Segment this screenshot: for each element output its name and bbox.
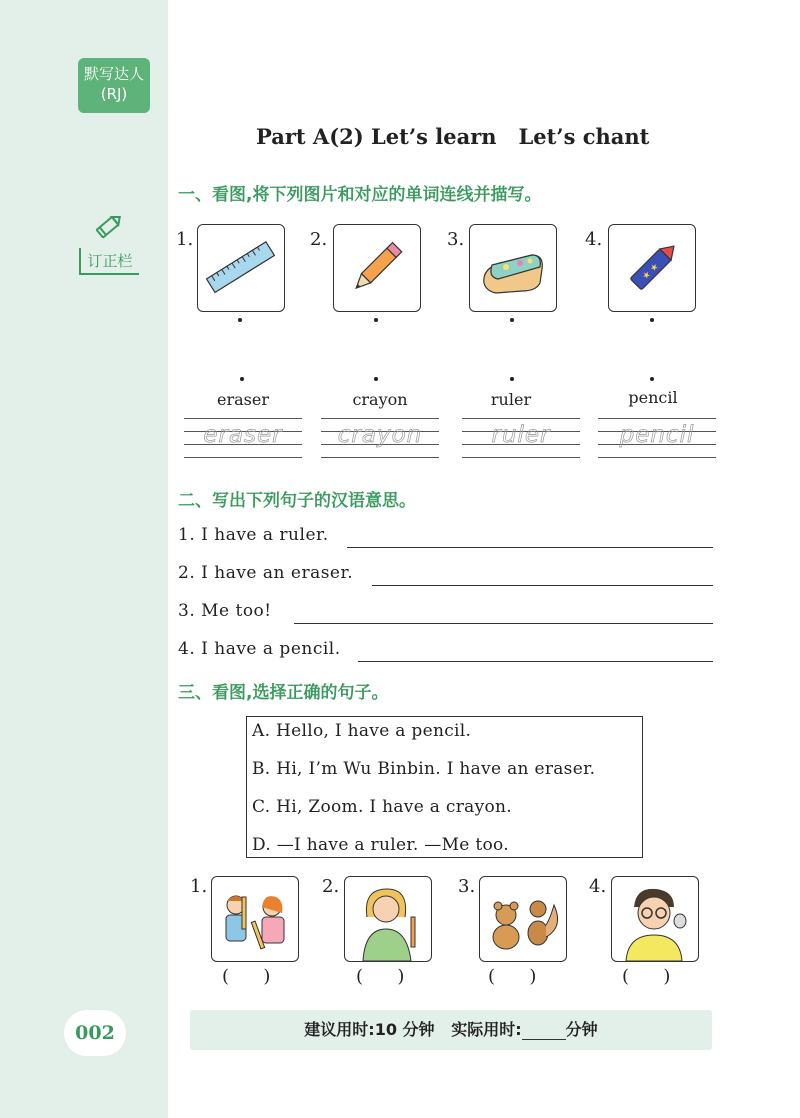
answer-line[interactable] — [358, 661, 713, 662]
pencil-icon — [334, 225, 420, 311]
match-dot[interactable] — [650, 318, 654, 322]
option-b: B. Hi, I’m Wu Binbin. I have an eraser. — [252, 759, 596, 779]
svg-text:★ ★: ★ ★ — [640, 261, 662, 283]
picture-number: 1. — [190, 876, 208, 897]
picture-number: 2. — [322, 876, 340, 897]
series-badge — [78, 58, 150, 113]
crayon-icon — [609, 225, 695, 311]
answer-parentheses[interactable]: ( ) — [622, 966, 671, 987]
picture-number: 4. — [585, 229, 603, 250]
traced-word: eraser — [203, 422, 283, 448]
eraser-icon — [470, 225, 556, 311]
section3-heading: 三、看图,选择正确的句子。 — [178, 683, 389, 703]
word-label: eraser — [217, 390, 269, 409]
word-label: ruler — [490, 390, 532, 409]
zoom-zip-icon — [480, 877, 566, 961]
word-label: pencil — [628, 388, 678, 407]
picture-box — [197, 224, 285, 312]
badge-edition: (RJ) — [100, 85, 128, 103]
match-dot[interactable] — [650, 377, 654, 381]
section2-heading: 二、写出下列句子的汉语意思。 — [178, 491, 416, 511]
match-dot[interactable] — [374, 318, 378, 322]
picture-box — [344, 876, 432, 962]
section1-heading: 一、看图,将下列图片和对应的单词连线并描写。 — [178, 185, 542, 205]
actual-time-blank[interactable] — [522, 1021, 566, 1040]
answer-parentheses[interactable]: ( ) — [488, 966, 537, 987]
match-dot[interactable] — [238, 318, 242, 322]
picture-box — [608, 224, 696, 312]
match-dot[interactable] — [510, 377, 514, 381]
picture-box — [333, 224, 421, 312]
picture-box — [479, 876, 567, 962]
page-number: 002 — [64, 1010, 126, 1056]
word-label: crayon — [352, 390, 408, 409]
picture-box — [611, 876, 699, 962]
girl-pencil-icon — [345, 877, 431, 961]
suggested-time: 建议用时:10 分钟 — [304, 1020, 435, 1039]
picture-number: 1. — [176, 229, 194, 250]
traced-word: ruler — [491, 422, 551, 448]
option-d: D. —I have a ruler. —Me too. — [252, 835, 509, 855]
time-bar — [190, 1010, 712, 1050]
two-kids-ruler-icon — [212, 877, 298, 961]
picture-number: 4. — [589, 876, 607, 897]
pencil-icon — [93, 212, 125, 240]
options-box — [246, 716, 643, 858]
tracing-lines[interactable] — [462, 418, 580, 458]
picture-box — [469, 224, 557, 312]
traced-word: crayon — [337, 422, 423, 448]
answer-line[interactable] — [372, 585, 713, 586]
sentence: 4. I have a pencil. — [178, 639, 341, 659]
answer-line[interactable] — [347, 547, 713, 548]
correction-label: 订正栏 — [79, 248, 138, 275]
sentence: 3. Me too! — [178, 601, 272, 621]
answer-line[interactable] — [294, 623, 713, 624]
boy-eraser-icon — [612, 877, 698, 961]
tracing-lines[interactable] — [598, 418, 716, 458]
correction-column — [74, 212, 144, 275]
sidebar — [0, 0, 168, 1118]
picture-box — [211, 876, 299, 962]
actual-time-label: 实际用时: — [451, 1020, 522, 1039]
traced-word: pencil — [619, 422, 695, 448]
tracing-lines[interactable] — [184, 418, 302, 458]
match-dot[interactable] — [240, 377, 244, 381]
match-dot[interactable] — [374, 377, 378, 381]
tracing-lines[interactable] — [321, 418, 439, 458]
match-dot[interactable] — [510, 318, 514, 322]
picture-number: 3. — [447, 229, 465, 250]
minute-unit: 分钟 — [565, 1020, 598, 1039]
option-c: C. Hi, Zoom. I have a crayon. — [252, 797, 512, 817]
picture-number: 3. — [458, 876, 476, 897]
page-title: Part A(2) Let’s learn Let’s chant — [256, 124, 650, 149]
badge-title: 默写达人 — [83, 65, 144, 83]
option-a: A. Hello, I have a pencil. — [252, 721, 472, 741]
sentence: 2. I have an eraser. — [178, 563, 354, 583]
sentence: 1. I have a ruler. — [178, 525, 329, 545]
ruler-icon — [198, 225, 284, 311]
answer-parentheses[interactable]: ( ) — [222, 966, 271, 987]
picture-number: 2. — [310, 229, 328, 250]
answer-parentheses[interactable]: ( ) — [356, 966, 405, 987]
